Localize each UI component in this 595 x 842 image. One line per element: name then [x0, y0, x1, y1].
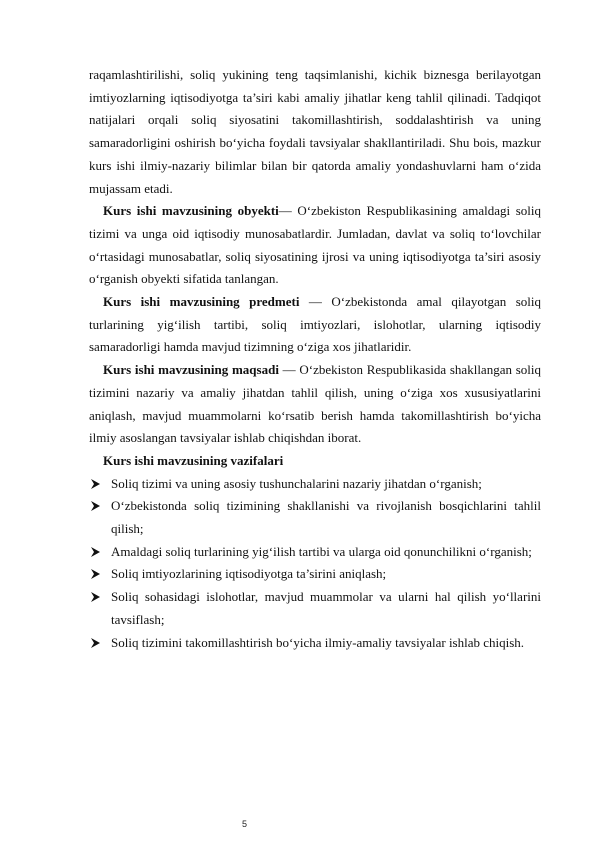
list-item	[89, 495, 541, 540]
list-item	[89, 563, 541, 586]
list-item	[89, 473, 541, 496]
object-text: — O‘zbekiston Respublikasining amaldagi soliq tizimi va unga oid iqtisodiy munosabatlardir. Jumladan, davlat va soliq to‘lovchilar o‘rtasidagi munosabatlar, soliq siyosatining ijrosi va uning iqtisodiyotga ta’siri asosiy o‘rganish obyekti sifatida tanlangan.	[89, 203, 541, 287]
list-item	[89, 632, 541, 655]
arrowhead-bullet-icon	[89, 541, 103, 563]
subject-label: Kurs ishi mavzusining predmeti	[103, 294, 300, 310]
goal-label: Kurs ishi mavzusining maqsadi	[103, 362, 279, 378]
object-paragraph	[89, 200, 541, 291]
task-text: Amaldagi soliq turlarining yig‘ilish tartibi va ularga oid qonunchilikni o‘rganish;	[111, 543, 532, 559]
subject-text: — O‘zbekistonda amal qilayotgan soliq turlarining yig‘ilish tartibi, soliq imtiyozlari, islohotlar, ularning iqtisodiy samaradorligi hamda mavjud tizimning o‘ziga xos jihatlaridir.	[89, 294, 541, 355]
list-item	[89, 541, 541, 564]
arrowhead-bullet-icon	[89, 586, 103, 608]
task-text: Soliq sohasidagi islohotlar, mavjud muammolar va ularni hal qilish yo‘llarini tavsiflash;	[111, 589, 541, 627]
arrowhead-bullet-icon	[89, 563, 103, 585]
subject-paragraph	[89, 291, 541, 359]
arrowhead-bullet-icon	[89, 495, 103, 517]
document-body	[89, 64, 541, 654]
object-label: Kurs ishi mavzusining obyekti	[103, 203, 279, 219]
tasks-list	[89, 473, 541, 655]
page-number: 5	[242, 819, 248, 829]
goal-text: — O‘zbekiston Respublikasida shakllangan soliq tizimini nazariy va amaliy jihatdan tahlil qilish, uning o‘ziga xos xususiyatlarini aniqlash, mavjud muammolarni ko‘rsatib berish hamda takomillashtirish bo‘yicha ilmiy asoslangan tavsiyalar ishlab chiqishdan iborat.	[89, 362, 541, 446]
task-text: Soliq tizimi va uning asosiy tushunchalarini nazariy jihatdan o‘rganish;	[111, 475, 482, 491]
goal-paragraph	[89, 359, 541, 450]
intro-paragraph: raqamlashtirilishi, soliq yukining teng taqsimlanishi, kichik biznesga berilayotgan imtiyozlarning iqtisodiyotga ta’siri kabi amaliy jihatlar keng tahlil qilinadi. Tadqiqot natijalari orqali soliq siyosatini takomillashtirish, soddalashtirish va uning samaradorligini oshirish bo‘yicha foydali tavsiyalar shakllantiriladi. Shu bois, mazkur kurs ishi ilmiy-nazariy bilimlar bilan bir qatorda amaliy yondashuvlarni ham o‘zida mujassam etadi.	[89, 67, 541, 196]
tasks-heading: Kurs ishi mavzusining vazifalari	[103, 452, 284, 468]
task-text: O‘zbekistonda soliq tizimining shakllanishi va rivojlanish bosqichlarini tahlil qilish;	[111, 498, 541, 537]
task-text: Soliq tizimini takomillashtirish bo‘yicha ilmiy-amaliy tavsiyalar ishlab chiqish.	[111, 634, 525, 650]
arrowhead-bullet-icon	[89, 473, 103, 495]
task-text: Soliq imtiyozlarining iqtisodiyotga ta’sirini aniqlash;	[111, 566, 387, 582]
arrowhead-bullet-icon	[89, 632, 103, 654]
list-item	[89, 586, 541, 631]
